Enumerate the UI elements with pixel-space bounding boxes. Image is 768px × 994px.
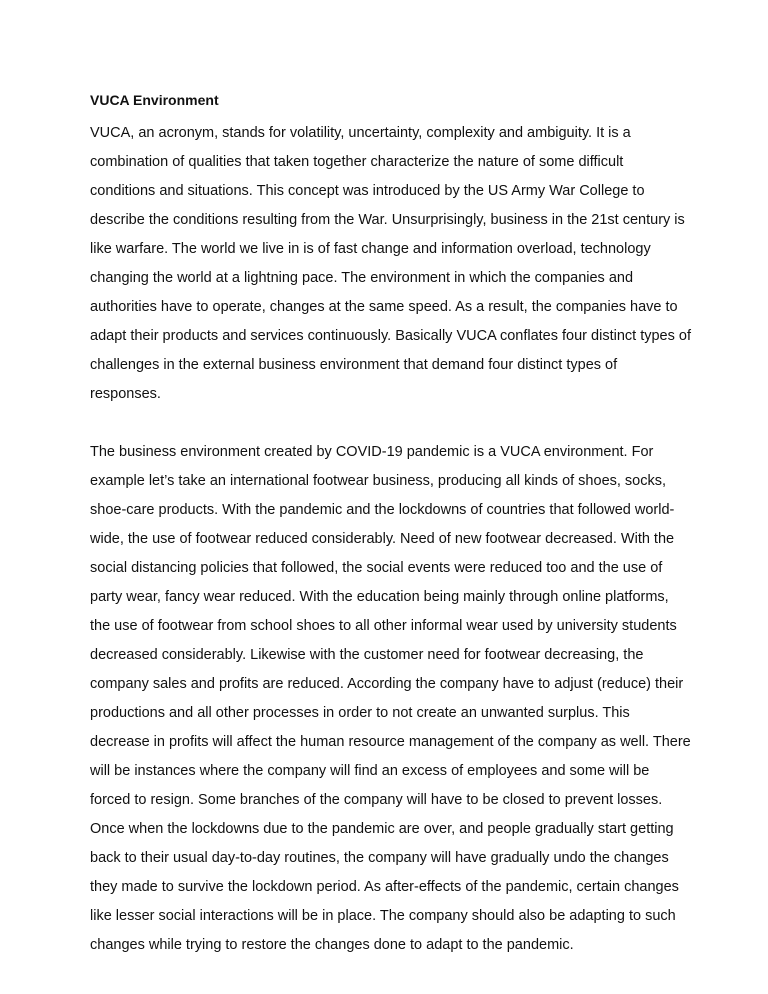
paragraph-post-lockdown: Once when the lockdowns due to the pandemic are over, and people gradually start getting back to their usual day-to-day routines, the company will have gradually undo the changes they made to survive the lockdown period. As after-effects of the pandemic, certain changes like lesser social interactions will be in place. The company should also be adapting to such changes while trying to restore the changes done to adapt to the pandemic. bbox=[90, 821, 679, 953]
document-body bbox=[90, 87, 692, 960]
paragraph-covid-example: The business environment created by COVID-19 pandemic is a VUCA environment. For example let’s take an international footwear business, producing all kinds of shoes, socks, shoe-care products. With the pandemic and the lockdowns of countries that followed world-wide, the use of footwear reduced considerably. Need of new footwear decreased. With the social distancing policies that followed, the social events were reduced too and the use of party wear, fancy wear reduced. With the education being mainly through online platforms, the use of footwear from school shoes to all other informal wear used by university students decreased considerably. Likewise with the customer need for footwear decreasing, the company sales and profits are reduced. According the company have to adjust (reduce) their productions and all other processes in order to not create an unwanted surplus. This decrease in profits will affect the human resource management of the company as well. There will be instances where the company will find an excess of employees and some will be forced to resign. Some branches of the company will have to be closed to prevent losses. bbox=[90, 444, 691, 808]
document-heading: VUCA Environment bbox=[90, 92, 219, 108]
paragraph-vuca-definition: VUCA, an acronym, stands for volatility, uncertainty, complexity and ambiguity. It is a combination of qualities that taken together characterize the nature of some difficult conditions and situations. This concept was introduced by the US Army War College to describe the conditions resulting from the War. Unsurprisingly, business in the 21st century is like warfare. The world we live in is of fast change and information overload, technology changing the world at a lightning pace. The environment in which the companies and authorities have to operate, changes at the same speed. As a result, the companies have to adapt their products and services continuously. Basically VUCA conflates four distinct types of challenges in the external business environment that demand four distinct types of responses. bbox=[90, 125, 691, 402]
